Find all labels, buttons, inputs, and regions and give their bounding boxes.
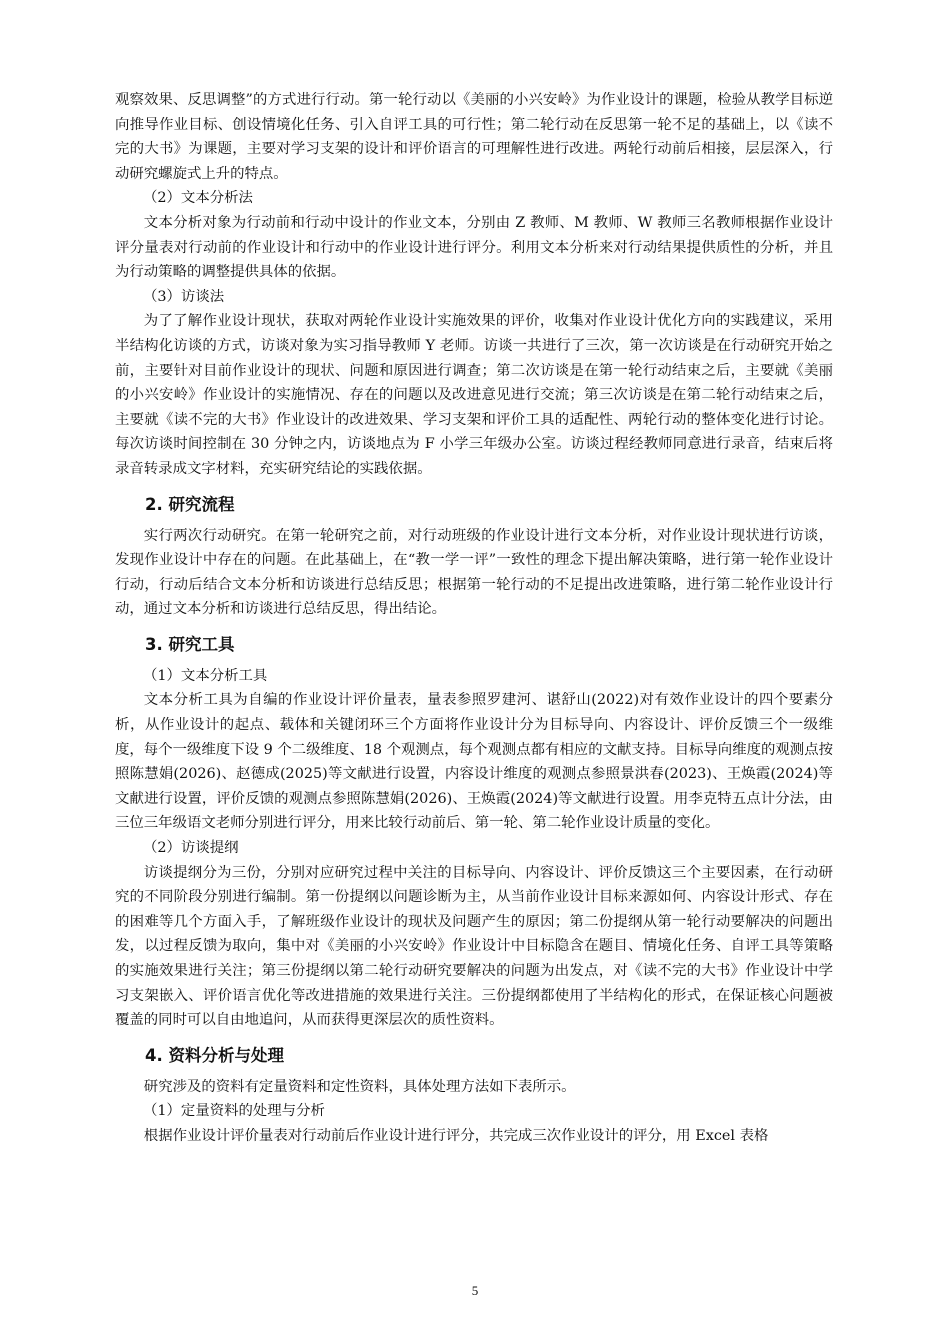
subheading-text-analysis-method: （2）文本分析法	[143, 190, 253, 207]
paragraph-action-research-continued: 观察效果、反思调整”的方式进行行动。第一轮行动以《美丽的小兴安岭》为作业设计的课题，检验从教学目标逆向推导作业目标、创设情境化任务、引入自评工具的可行性；第二轮行动在反思第一轮不足的基础上，以《读不完的大书》为课题，主要对学习支架的设计和评价语言的可理解性进行改进。两轮行动前后相接，层层深入，行动研究螺旋式上升的特点。	[115, 92, 833, 182]
heading-research-tools: 3. 研究工具	[145, 634, 235, 654]
subheading-interview-outline: （2）访谈提纲	[143, 840, 239, 857]
paragraph-research-process: 实行两次行动研究。在第一轮研究之前，对行动班级的作业设计进行文本分析，对作业设计现状进行访谈，发现作业设计中存在的问题。在此基础上，在“教一学一评”一致性的理念下提出解决策略，进行第一轮作业设计行动，行动后结合文本分析和访谈进行总结反思；根据第一轮行动的不足提出改进策略，进行第二轮作业设计行动，通过文本分析和访谈进行总结反思，得出结论。	[115, 527, 833, 618]
page-number: 5	[471, 1283, 479, 1298]
paragraph-quantitative-data: 根据作业设计评价量表对行动前后作业设计进行评分，共完成三次作业设计的评分，用 Excel 表格	[143, 1127, 769, 1144]
paragraph-text-analysis-tool: 文本分析工具为自编的作业设计评价量表，量表参照罗建河、谌舒山(2022)对有效作业设计的四个要素分析，从作业设计的起点、载体和关键闭环三个方面将作业设计分为目标导向、内容设计、评价反馈三个一级维度，每个一级维度下设 9 个二级维度、18 个观测点，每个观测点都有相应的文献支持。目标导向维度的观测点按照陈慧娟(2026)、赵德成(2025)等文献进行设置，内容设计维度的观测点参照景洪春(2023)、王焕霞(2024)等文献进行设置，评价反馈的观测点参照陈慧娟(2026)、王焕霞(2024)等文献进行设置。用李克特五点计分法，由三位三年级语文老师分别进行评分，用来比较行动前后、第一轮、第二轮作业设计质量的变化。	[115, 692, 833, 832]
heading-data-analysis: 4. 资料分析与处理	[145, 1045, 284, 1065]
paragraph-interview-outline: 访谈提纲分为三份，分别对应研究过程中关注的目标导向、内容设计、评价反馈这三个主要因素，在行动研究的不同阶段分别进行编制。第一份提纲以问题诊断为主，从当前作业设计目标来源如何、内容设计形式、存在的困难等几个方面入手，了解班级作业设计的现状及问题产生的原因；第二份提纲从第一轮行动要解决的问题出发，以过程反馈为取向，集中对《美丽的小兴安岭》作业设计中目标隐含在题目、情境化任务、自评工具等策略的实施效果进行关注；第三份提纲以第二轮行动研究要解决的问题为出发点，对《读不完的大书》作业设计中学习支架嵌入、评价语言优化等改进措施的效果进行关注。三份提纲都使用了半结构化的形式，在保证核心问题被覆盖的同时可以自由地追问，从而获得更深层次的质性资料。	[115, 864, 833, 1029]
page-body	[115, 88, 833, 1149]
subheading-text-analysis-tool: （1）文本分析工具	[143, 667, 268, 684]
paragraph-text-analysis-method: 文本分析对象为行动前和行动中设计的作业文本，分别由 Z 教师、M 教师、W 教师三名教师根据作业设计评分量表对行动前的作业设计和行动中的作业设计进行评分。利用文本分析来对行动结果提供质性的分析，并且为行动策略的调整提供具体的依据。	[115, 214, 833, 281]
subheading-quantitative-data: （1）定量资料的处理与分析	[143, 1103, 325, 1120]
paragraph-data-analysis: 研究涉及的资料有定量资料和定性资料，具体处理方法如下表所示。	[143, 1078, 576, 1095]
subheading-interview-method: （3）访谈法	[143, 288, 225, 305]
paragraph-interview-method: 为了了解作业设计现状，获取对两轮作业设计实施效果的评价，收集对作业设计优化方向的实践建议，采用半结构化访谈的方式，访谈对象为实习指导教师 Y 老师。访谈一共进行了三次，第一次访谈是在行动研究开始之前，主要针对目前作业设计的现状、问题和原因进行调查；第二次访谈是在第一轮行动结束之后，主要就《美丽的小兴安岭》作业设计的实施情况、存在的问题以及改进意见进行交流；第三次访谈是在第二轮行动结束之后，主要就《读不完的大书》作业设计的改进效果、学习支架和评价工具的适配性、两轮行动的整体变化进行讨论。每次访谈时间控制在 30 分钟之内，访谈地点为 F 小学三年级办公室。访谈过程经教师同意进行录音，结束后将录音转录成文字材料，充实研究结论的实践依据。	[115, 313, 833, 477]
heading-research-process: 2. 研究流程	[145, 494, 235, 514]
